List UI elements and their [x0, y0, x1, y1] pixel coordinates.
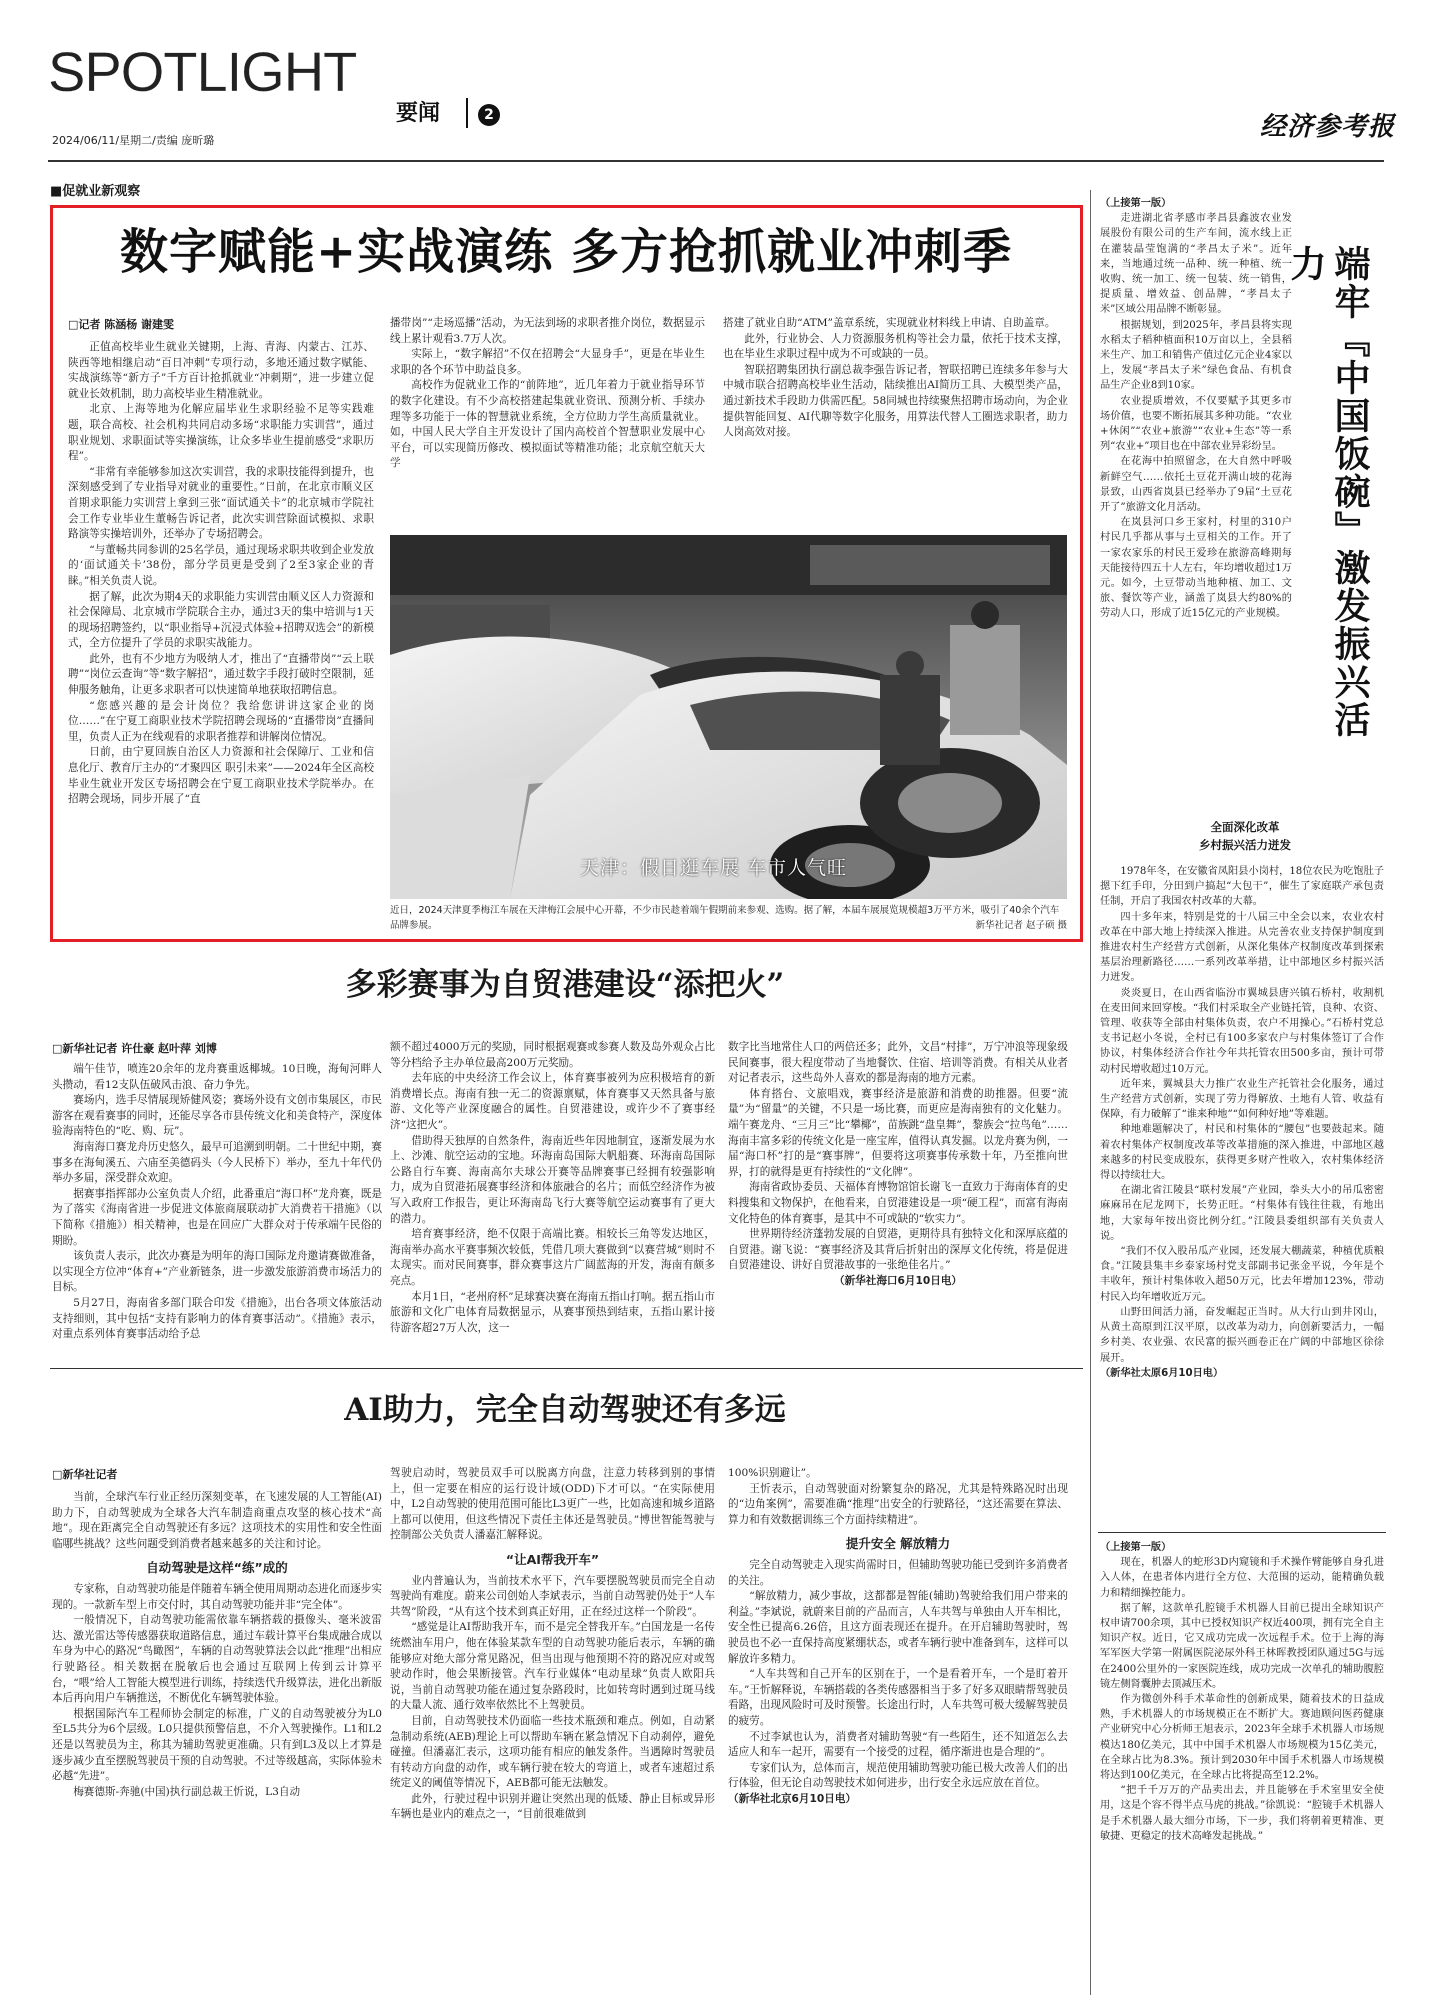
dateline: 2024/06/11/星期二/责编 庞昕璐 — [52, 134, 215, 147]
article-paragraph: 专家称，自动驾驶功能是伴随着车辆全使用周期动态进化而逐步实现的。一款新车型上市交付时，其自动驾驶功能并非“完全体”。 — [52, 1582, 382, 1611]
article-3-title: AI助力，完全自动驾驶还有多远 — [344, 1392, 786, 1428]
article-paragraph: 据赛事指挥部办公室负责人介绍，此番重启“海口杯”龙舟赛，既是为了落实《海南省进一步促进文体旅商展联动扩大消费若干措施》（以下简称《措施》）相关精神，也是在回应广大群众对于传承端午民俗的期盼。 — [52, 1187, 382, 1247]
photo-caption: 近日，2024天津夏季梅江车展在天津梅江会展中心开幕，不少市民趁着端午假期前来参观、选购。据了解，本届车展展览规模超3万平方米，吸引了40余个汽车品牌参展。 新华社记者 赵子硕 摄 — [390, 905, 1067, 931]
article-paragraph: 目前，自动驾驶技术仍面临一些技术瓶颈和难点。例如，自动紧急制动系统(AEB)理论上可以帮助车辆在紧急情况下自动刹停，避免碰撞。但潘嘉汇表示，这项功能有相应的触发条件。当遇障时驾驶员有转动方向盘的动作，或车辆行驶在较大的弯道上，或者车速超过系统定义的阈值等情况下，AEB都可能无法触发。 — [390, 1714, 715, 1790]
sidebar-continued-label: （上接第一版） — [1100, 198, 1172, 209]
article-paragraph: 根据规划，到2025年，孝昌县将实现水稻太子稻种植面积10万亩以上，全县稻米生产、加工和销售产值过亿元企业4家以上，发展“孝昌太子米”绿色食品、有机食品生产企业8到10家。 — [1100, 319, 1292, 392]
article-paragraph: 借助得天独厚的自然条件，海南近些年因地制宜，逐渐发展为水上、沙滩、航空运动的宝地。环海南岛国际大帆船赛、环海南岛国际公路自行车赛、海南高尔夫球公开赛等品牌赛事已经拥有较强影响力，成为自贸港拓展赛事经济和体旅融合的名片；而低空经济作为被写入政府工作报告，更让环海南岛飞行大赛等航空运动赛事有了更大的潜力。 — [390, 1134, 715, 1225]
article-paragraph: 山野田间活力涌，奋发崛起正当时。从大行山到井冈山，从黄土高原到江汉平原，以改革为动力，向创新要活力，一幅乡村美、农业强、农民富的振兴画卷正在广阔的中部地区徐徐展开。 — [1100, 1306, 1384, 1364]
article-paragraph: 业内普遍认为，当前技术水平下，汽车要摆脱驾驶员而完全自动驾驶尚有难度。蔚来公司创始人李斌表示，当前自动驾驶仍处于“人车共驾”阶段，“从有这个技术到真正好用，正在经过这样一个阶段”。 — [390, 1574, 715, 1618]
article-2-signoff: （新华社海口6月10日电） — [833, 1274, 963, 1287]
article-paragraph: 现在，机器人的蛇形3D内窥镜和手术操作臂能够自身孔进入人体，在患者体内进行全方位、大范围的运动，能精确负载力和精细操控能力。 — [1100, 1557, 1384, 1599]
article-1-col-3 — [723, 316, 1068, 526]
article-paragraph: 该负责人表示，此次办赛是为明年的海口国际龙舟邀请赛做准备，以实现全方位冲“体育+”产业新链条，进一步激发旅游消费市场活力的目标。 — [52, 1250, 382, 1294]
brand-wordmark: SPOTLIGHT — [48, 40, 357, 103]
article-paragraph: 1978年冬，在安徽省凤阳县小岗村，18位农民为吃饱肚子摁下红手印，分田到户搞起“大包干”，催生了家庭联产承包责任制，开启了我国农村改革的大幕。 — [1100, 866, 1384, 908]
article-paragraph: 作为微创外科手术革命性的创新成果，随着技术的日益成熟，手术机器人的市场规模正在不断扩大。赛迪顾问医药健康产业研究中心分析师王旭表示，2023年全球手术机器人市场规模达180亿美元，其中中国手术机器人市场规模为15亿美元，在全球占比为8.3%。预计到2030年中国手术机器人市场规模将达到100亿美元，在全球占比将提高至12.2%。 — [1100, 1694, 1384, 1782]
article-paragraph: 完全自动驾驶走入现实尚需时日，但辅助驾驶功能已受到许多消费者的关注。 — [728, 1558, 1068, 1587]
article-2-title: 多彩赛事为自贸港建设“添把火” — [345, 967, 785, 1003]
article-paragraph: 数字比当地常住人口的两倍还多；此外，文昌“村排”，万宁冲浪等现象级民间赛事，很大程度带动了当地餐饮、住宿、培训等消费。有相关从业者对记者表示，这些岛外人喜欢的都是海南的地方元素。 — [728, 1041, 1068, 1085]
article-paragraph: 去年底的中央经济工作会议上，体育赛事被列为应积极培育的新消费增长点。海南有独一无二的资源禀赋，体育赛事又天然具备与旅游、文化等产业深度融合的属性。自贸港建设，或许少不了赛事经济“这把火”。 — [390, 1072, 715, 1131]
article-1-title: 数字赋能+实战演练 多方抢抓就业冲刺季 — [120, 224, 1012, 280]
sidebar-divider — [1090, 190, 1091, 1995]
article-paragraph: 此外，也有不少地方为吸纳人才，推出了“直播带岗”“云上联聘”“岗位云查询”等“数字解招”，通过数字手段打破时空限制，延伸服务触角，让更多求职者可以快速简单地获取招聘信息。 — [68, 652, 374, 697]
article-paragraph: 实际上，“数字解招”不仅在招聘会“大显身手”，更是在毕业生求职的各个环节中助益良多。 — [390, 348, 705, 376]
article-2-col-1 — [52, 1062, 382, 1360]
article-3-col-2 — [390, 1466, 715, 1996]
article-3-byline: □新华社记者 — [52, 1468, 118, 1481]
photo-title-overlay: 天津：假日逛车展 车市人气旺 — [580, 857, 848, 879]
article-2-col-2 — [390, 1040, 715, 1360]
article-paragraph: 根据国际汽车工程师协会制定的标准，广义的自动驾驶被分为L0至L5共分为6个层级。L0只提供预警信息，不介入驾驶操作。L1和L2还是以驾驶员为主，称其为辅助驾驶更准确。只有到L3及以上才算是逐步减少直至摆脱驾驶员干预的自动驾驶。不过等级越高，实际体验未必越“先进”。 — [52, 1707, 382, 1783]
article-paragraph: 高校作为促就业工作的“前阵地”，近几年着力于就业指导环节的数字化建设。有不少高校搭建起集就业资讯、预测分析、手续办理等多功能于一体的智慧就业系统，全方位助力学生高质量就业。如，中国人民大学自主开发设计了国内高校首个智慧职业发展中心平台，可以实现简历修改、模拟面试等精准功能；北京航空航天大学 — [390, 379, 705, 470]
article-paragraph: 正值高校毕业生就业关键期，上海、青海、内蒙古、江苏、陕西等地相继启动“百日冲刺”专项行动，多地还通过数字赋能、实战演练等“新方子”千方百计抢抓就业“冲刺期”，进一步建立促就业长效机制，助力高校毕业生精准就业。 — [68, 341, 374, 400]
article-paragraph: 赛场内，选手尽情展现矫健风姿；赛场外设有文创市集展区，市民游客在观看赛事的同时，还能尽享各市县传统文化和美食特产，深度体验海南特色的“吃、购、玩”。 — [52, 1094, 382, 1138]
article-paragraph: 此外，行驶过程中识别并避让突然出现的低矮、静止目标或异形车辆也是业内的难点之一，“目前很难做到 — [390, 1792, 715, 1821]
article-paragraph: “您感兴趣的是会计岗位？我给您讲讲这家企业的岗位……”在宁夏工商职业技术学院招聘会现场的“直播带岗”直播间里，负责人正为在线观看的求职者推荐和讲解岗位情况。 — [68, 699, 374, 743]
article-paragraph: 智联招聘集团执行副总裁李强告诉记者，智联招聘已连续多年参与大中城市联合招聘高校毕业生活动，陆续推出AI简历工具、大模型类产品，通过新技术手段助力供需匹配。58同城也持续聚焦招聘市场动向，为企业提供智能回复、AI代聊等数字化服务，用算法代替人工圈选求职者，助力人岗高效对接。 — [723, 363, 1068, 439]
article-2-col-3 — [728, 1040, 1068, 1360]
sidebar-mid-subhead: 全面深化改革 乡村振兴活力迸发 — [1199, 820, 1291, 852]
article-paragraph: 海南省政协委员、天福体育博物馆馆长谢飞一直致力于海南体育的史料搜集和文物保护，在他看来，自贸港建设是一项“硬工程”，而富有海南文化特色的体育赛事，是其中不可或缺的“软实力”。 — [728, 1181, 1068, 1225]
article-3-signoff: （新华社北京6月10日电） — [728, 1792, 857, 1805]
sidebar-vertical-title: 端牢『中国饭碗』激发振兴活力 — [1285, 245, 1371, 739]
article-3-subhead-2: “让AI帮我开车” — [505, 1551, 600, 1567]
sidebar-mid-signoff: （新华社太原6月10日电） — [1100, 1367, 1224, 1379]
sidebar-bottom-col — [1100, 1540, 1384, 1995]
page-number-badge: 2 — [478, 104, 500, 126]
article-paragraph: 5月27日，海南省多部门联合印发《措施》，出台各项文体旅活动支持细则，其中包括“支持有影响力的体育赛事活动”。《措施》表示，对重点系列体育赛事活动给予总 — [52, 1296, 382, 1341]
article-1-col-1 — [68, 340, 374, 932]
article-paragraph: 据了解，这款单孔腔镜手术机器人目前已提出全球知识产权申请700余项，其中已授权知识产权近400项，拥有完全自主知识产权。近日，它又成功完成一次远程手术。位于上海的海军军医大学第一附属医院泌尿外科王林晖教授团队通过5G与远在2400公里外的一家医院连线，成功完成一次单孔的辅助腹腔镜左侧肾囊肿去顶减压术。 — [1100, 1602, 1384, 1690]
article-paragraph: 培育赛事经济，绝不仅限于高端比赛。相较长三角等发达地区，海南举办高水平赛事频次较低，凭借几项大赛做到“以赛营城”则时不太现实。而对民间赛事，群众赛事这片广阔蓝海的开发，海南有颇多亮点。 — [390, 1228, 715, 1287]
masthead-logo: 经济参考报 — [1260, 112, 1396, 142]
article-1-byline: □记者 陈涵杨 谢建雯 — [68, 318, 175, 331]
sidebar-mid-col — [1100, 864, 1384, 1524]
header-rule — [48, 160, 1384, 162]
photo-credit: 新华社记者 赵子硕 摄 — [975, 920, 1067, 931]
article-paragraph: 专家们认为，总体而言，规范使用辅助驾驶功能已极大改善人们的出行体验，但无论自动驾驶技术如何进步，出行安全永远应放在首位。 — [728, 1761, 1068, 1790]
article-3-subhead-3: 提升安全 解放精力 — [845, 1536, 951, 1552]
article-paragraph: 播带岗”“走场巡播”活动，为无法到场的求职者推介岗位，数据显示线上累计观看3.7万人次。 — [390, 317, 705, 345]
car-show-illustration — [390, 535, 1067, 899]
article-paragraph: 此外，行业协会、人力资源服务机构等社会力量，依托于技术支撑，也在毕业生求职过程中成为不可或缺的一员。 — [723, 332, 1068, 361]
sidebar-top-col — [1100, 196, 1292, 828]
article-paragraph: 北京、上海等地为化解应届毕业生求职经验不足等实践难题，联合高校、社会机构共同启动多场“求职能力实训营”，通过职业规划、求职面试等实操演练，让众多毕业生提前感受“求职历程”。 — [68, 403, 374, 463]
article-paragraph: “把千千万万的产品卖出去，并且能够在手术室里安全使用，这是个容不得半点马虎的挑战。”徐凯说：“腔镜手术机器人是手术机器人最大细分市场，下一步，我们将朝着更精准、更敏捷、更稳定的技术高峰发起挑战。” — [1100, 1785, 1384, 1842]
article-paragraph: 体育搭台、文旅唱戏，赛事经济是旅游和消费的助推器。但要“流量”为“留量”的关键，不只是一场比赛，而更应是海南独有的文化魅力。端午赛龙舟、“三月三”比“攀椰”，苗族跳“盘皇舞”，黎族会“拉鸟龟”……海南丰富多彩的传统文化是一座宝库，值得认真发掘。以龙舟赛为例，一届“海口杯”打的是“赛事牌”，但要将这项赛事传承数十年，乃至推向世界，打的就得是更有持续性的“文化牌”。 — [728, 1087, 1068, 1178]
section-divider — [466, 98, 468, 128]
article-3-col-3 — [728, 1466, 1068, 1996]
article-paragraph: 四十多年来，特别是党的十八届三中全会以来，农业农村改革在中部大地上持续深入推进。从完善农业支持保护制度到推进农村生产经营方式创新，从深化集体产权制度改革到探索基层治理新路径……一系列改革举措，让中部地区乡村振兴活力迸发。 — [1100, 911, 1384, 984]
article-paragraph: 炎炎夏日，在山西省临汾市翼城县唐兴镇石桥村，收割机在麦田间来回穿梭。“我们村采取全产业链托管，良种、农资、管理、收获等全部由村集体负责，农户不用操心。”石桥村党总支书记赵小冬说，全村已有100多家农户与村集体签订了合作协议，村集体经济合作社今年共托管农田500多亩，预计可带动村民增收超过10万元。 — [1100, 987, 1384, 1075]
article-paragraph: “解放精力，减少事故，这都都是智能(辅助)驾驶给我们用户带来的利益。”李斌说，就蔚来目前的产品而言，人车共驾与单独由人开车相比，安全性已提高6.26倍，且这方面表现还在提升。在开启辅助驾驶时，驾驶员也不必一直保持高度紧绷状态，或者车辆行驶中准备到车，这样可以解放许多精力。 — [728, 1590, 1068, 1665]
article-paragraph: 世界期待经济蓬勃发展的自贸港，更期待具有独特文化和深厚底蕴的自贸港。谢飞说：“赛事经济及其背后折射出的深厚文化传统，将是促进自贸港建设、讲好自贸港故事的一张绝佳名片。” — [728, 1228, 1068, 1272]
article-paragraph: “非常有幸能够参加这次实训营，我的求职技能得到提升，也深刻感受到了专业指导对就业的重要性。”日前，在北京市顺义区首期求职能力实训营上拿到三张“面试通关卡”的北京城市学院社会工作专业毕业生董畅告诉记者，此次实训营除面试模拟、求职路演等实操培训外，还举办了专场招聘会。 — [68, 465, 374, 541]
article-2-byline: □新华社记者 许仕豪 赵叶萍 刘博 — [52, 1042, 217, 1055]
article-paragraph: 驾驶启动时，驾驶员双手可以脱离方向盘，注意力转移到别的事情上，但一定要在相应的运行设计域(ODD)下才可以。“在实际使用中，L2自动驾驶的使用范围可能比L3更广一些，比如高速和城乡道路上都可以使用，但这些情况下责任主体还是驾驶员。”博世智能驾驶与控制部公关负责人潘嘉汇解释说。 — [390, 1467, 715, 1542]
article-paragraph: 本月1日，“老州府杯”足球赛决赛在海南五指山打响。据五指山市旅游和文化广电体育局数据显示，从赛事预热到结束，五指山累计接待游客超27万人次，这一 — [390, 1290, 715, 1334]
article-paragraph: “人车共驾和自己开车的区别在于，一个是看着开车，一个是盯着开车。”王忻解释说，车辆搭载的各类传感器相当于多了好多双眼睛帮驾驶员看路，出现风险时可及时预警。长途出行时，人车共驾可极大缓解驾驶员的疲劳。 — [728, 1668, 1068, 1727]
sidebar-bottom-continued-label: （上接第一版） — [1100, 1542, 1172, 1553]
article-paragraph: 当前，全球汽车行业正经历深刻变革，在飞速发展的人工智能(AI)助力下，自动驾驶成为全球各大汽车制造商重点攻坚的核心技术“高地”。现在距离完全自动驾驶还有多远？这项技术的实用性和安全性面临哪些挑战？这些问题受到消费者越来越多的关注和讨论。 — [52, 1491, 382, 1550]
article-paragraph: 近年来，翼城县大力推广农业生产托管社会化服务，通过生产经营方式创新，实现了劳力得解放、土地有人管、收益有保障，有力破解了“谁来种地”“如何种好地”等难题。 — [1100, 1078, 1384, 1121]
article-paragraph: 在花海中拍照留念，在大自然中呼吸新鲜空气……依托土豆花开满山坡的花海景致，山西省岚县已经举办了9届“土豆花开了”旅游文化月活动。 — [1100, 456, 1292, 514]
article-paragraph: 端午佳节，喷连20余年的龙舟赛重返椰城。10日晚，海甸河畔人头攒动，看12支队伍破风击浪、奋力争先。 — [52, 1063, 382, 1091]
article-paragraph: 种地难题解决了，村民和村集体的“腰包”也要鼓起来。随着农村集体产权制度改革等改革措施的深入推进，中部地区越来越多的村民变成股东，获得更多财产性收入，农村集体经济得以持续壮大。 — [1100, 1124, 1384, 1182]
section-name: 要闻 — [396, 101, 441, 126]
article-paragraph: 额不超过4000万元的奖励，同时根据观赛或参赛人数及岛外观众占比等分档给予主办单位最高200万元奖励。 — [390, 1041, 715, 1069]
article-paragraph: 100%识别避让”。 — [728, 1467, 817, 1479]
article-paragraph: “我们不仅入股吊瓜产业园，还发展大棚蔬菜，种植优质粮食。”江陵县集丰乡泰家场村党支部副书记张金平说，今年是个丰收年，预计村集体收入超50万元，比去年增加123%，带动村民入均年增收近万元。 — [1100, 1246, 1384, 1303]
article-paragraph: “感觉是让AI帮助我开车，而不是完全替我开车。”白国龙是一名传统燃油车用户，他在体验某款车型的自动驾驶功能后表示，车辆的确能够应对绝大部分常见路况，但当出现与他预期不符的路况应对或驾驶动作时，他会果断接管。汽车行业媒体“电动星球”负责人欧阳兵说，当前自动驾驶功能在通过复杂路段时，比如转弯时遇到过斑马线的大量人流、通行效率依然比不上驾驶员。 — [390, 1621, 715, 1712]
article-paragraph: 在湖北省江陵县“联村发展”产业园，拳头大小的吊瓜密密麻麻吊在尼龙网下，长势正旺。“村集体有钱往往栽，有地出地，大家每年按出资比例分红。”江陵县委组织部有关负责人说。 — [1100, 1185, 1384, 1242]
article-paragraph: 搭建了就业自助“ATM”盖章系统，实现就业材料线上申请、自助盖章。 — [723, 317, 1056, 329]
article-3-col-1 — [52, 1490, 382, 1995]
article-2-bottom-rule — [50, 1368, 1083, 1369]
article-paragraph: 在岚县河口乡王家村，村里的310户村民几乎都从事与土豆相关的工作。开了一家农家乐的村民王爱珍在旅游高峰期每天能接待四五十人左右，年均增收超过1万元。如今，土豆带动当地种植、加工、文旅、餐饮等产业，涵盖了岚县大约80%的劳动人口，形成了近15亿元的产业规模。 — [1100, 517, 1292, 620]
sidebar-lower-rule — [1098, 1532, 1386, 1533]
article-paragraph: 海南海口赛龙舟历史悠久，最早可追溯到明朝。二十世纪中期，赛事多在海甸溪五、六庙至美德码头（今人民桥下）举办，至九十年代仍举办多届，深受群众欢迎。 — [52, 1140, 382, 1185]
column-label: ■促就业新观察 — [50, 184, 141, 199]
article-3-subhead-1: 自动驾驶是这样“练”成的 — [146, 1560, 288, 1576]
article-paragraph: 一般情况下，自动驾驶功能需依靠车辆搭载的摄像头、毫米波雷达、激光雷达等传感器获取道路信息，通过车载计算平台集成融合成以车身为中心的路况“鸟瞰图”，车辆的自动驾驶算法会以此“推理”出相应行驶路径。相关数据在脱敏后也会通过互联网上传到云计算平台，“喂”给人工智能大模型进行训练，持续迭代升级算法，进化出新版本后再向用户车辆推送，不断优化车辆驾驶体验。 — [52, 1614, 382, 1705]
article-paragraph: “与董畅共同参训的25名学员，通过现场求职共收到企业发放的‘面试通关卡’38份，部分学员更是受到了2至3家企业的青睐。”相关负责人说。 — [68, 543, 374, 587]
article-paragraph: 日前，由宁夏回族自治区人力资源和社会保障厅、工业和信息化厅、教育厅主办的“才聚四区 职引未来”——2024年全区高校毕业生就业开发区专场招聘会在宁夏工商职业技术学院举办。在招聘会现场，同步开展了“直 — [68, 746, 374, 806]
car-show-photo — [390, 535, 1067, 899]
article-paragraph: 梅赛德斯-奔驰(中国)执行副总裁王忻说，L3自动 — [73, 1785, 301, 1798]
article-1-col-2 — [390, 316, 705, 526]
article-paragraph: 不过李斌也认为，消费者对辅助驾驶“有一些陌生，还不知道怎么去适应人和车一起开，需要有一个接受的过程，循序渐进也是合理的”。 — [728, 1730, 1068, 1759]
article-paragraph: 王忻表示，自动驾驶面对纷繁复杂的路况，尤其是特殊路况时出现的“边角案例”，需要准确“推理”出安全的行驶路径，“这还需要在算法、算力和有效数据训练三个方面持续精进”。 — [728, 1482, 1068, 1526]
article-paragraph: 据了解，此次为期4天的求职能力实训营由顺义区人力资源和社会保障局、北京城市学院联合主办，通过3天的集中培训与1天的现场招聘签约，以“职业指导+沉浸式体验+招聘双选会”的新模式，全方位提升了学员的求职实战能力。 — [68, 590, 374, 650]
article-paragraph: 走进湖北省孝感市孝昌县鑫波农业发展股份有限公司的生产车间，流水线上正在灌装晶莹饱满的“孝昌太子米”。近年来，当地通过统一品种、统一种植、统一收购、统一加工、统一包装、统一销售，提质量、增效益、创品牌，“孝昌太子米”区域公用品牌不断彰显。 — [1100, 213, 1292, 316]
article-paragraph: 农业提质增效，不仅要赋予其更多市场价值，也要不断拓展其多种功能。“农业+休闲”“农业+旅游”“农业+生态”等一系列“农业+”项目也在中部农业异彩纷呈。 — [1100, 395, 1292, 453]
